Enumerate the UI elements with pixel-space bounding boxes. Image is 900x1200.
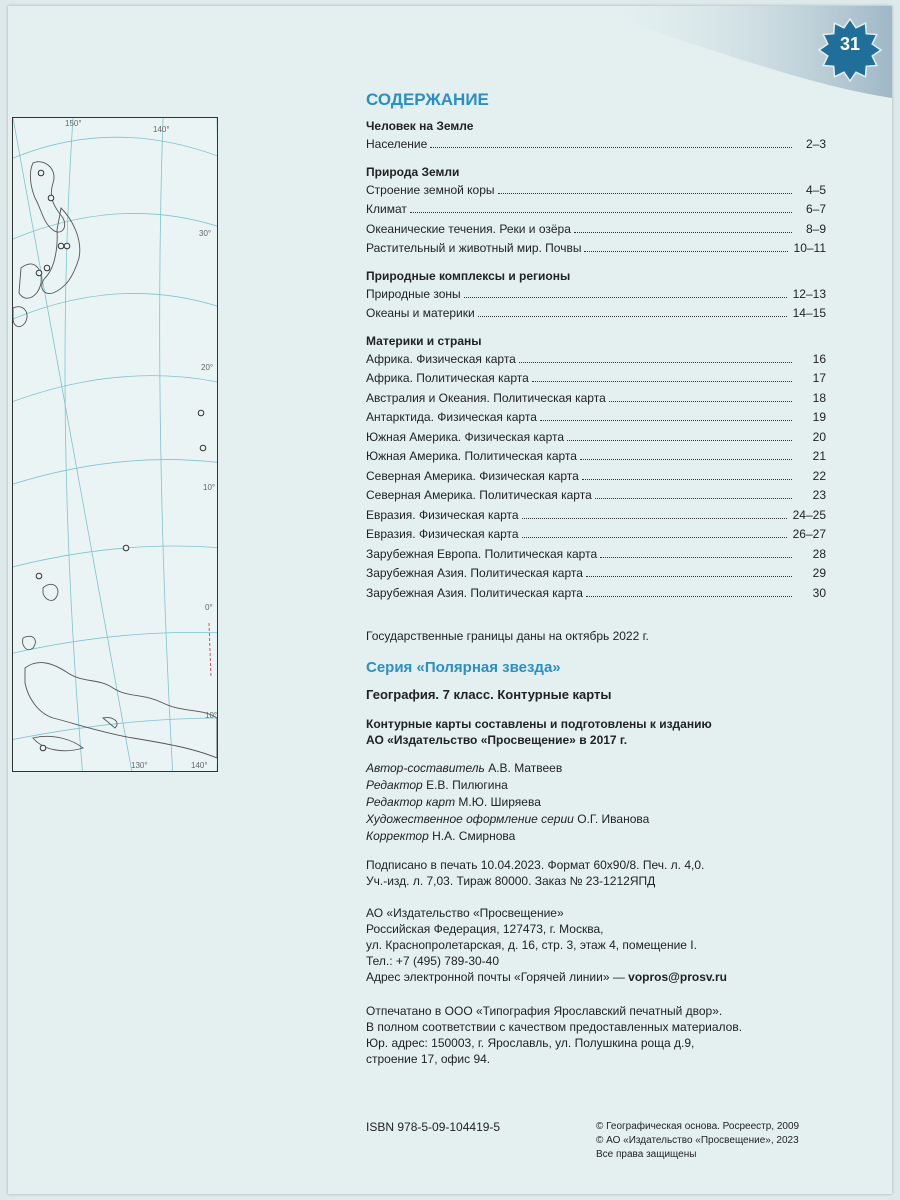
toc-entry-pages: 4–5 — [805, 182, 826, 197]
page-content — [366, 90, 826, 1067]
map-label: 10° — [203, 483, 216, 492]
toc-entry-title: Растительный и животный мир. Почвы — [366, 241, 582, 255]
toc-section-heading: Человек на Земле — [366, 119, 474, 133]
publisher-line: ул. Краснопролетарская, д. 16, стр. 3, этаж 4, помещение I. — [366, 938, 697, 952]
map-label: 140° — [191, 761, 208, 770]
prepared-line: Контурные карты составлены и подготовлены к изданию — [366, 717, 712, 731]
printer-line: строение 17, офис 94. — [366, 1052, 491, 1066]
credit-name: М.Ю. Ширяева — [458, 795, 541, 809]
toc-entry-title: Южная Америка. Физическая карта — [366, 429, 565, 444]
toc-section-heading: Природные комплексы и регионы — [366, 268, 571, 283]
toc-entry-title: Африка. Физическая карта — [366, 351, 516, 366]
copyright — [596, 1120, 799, 1162]
copyright-line: Все права защищены — [596, 1149, 697, 1160]
email-line — [366, 969, 826, 985]
table-of-contents — [366, 119, 826, 605]
borders-note: Государственные границы даны на октябрь 2022 г. — [366, 629, 649, 643]
toc-entry-title: Природные зоны — [366, 286, 461, 301]
toc-entry[interactable] — [366, 352, 826, 372]
toc-leader-dots — [532, 381, 792, 382]
prepared-line: АО «Издательство «Просвещение» в 2017 г. — [366, 733, 628, 747]
toc-entry-pages: 20 — [812, 429, 826, 444]
map-label: 10° — [205, 711, 217, 720]
publisher-line: Российская Федерация, 127473, г. Москва, — [366, 922, 604, 936]
printer-info — [366, 1003, 826, 1067]
publisher-info — [366, 905, 826, 985]
toc-entry[interactable] — [366, 410, 826, 430]
toc-leader-dots — [580, 459, 792, 460]
isbn: ISBN 978-5-09-104419-5 — [366, 1120, 501, 1134]
toc-leader-dots — [586, 596, 792, 597]
toc-entry[interactable] — [366, 287, 826, 307]
toc-entry-title: Евразия. Физическая карта — [366, 527, 519, 541]
page-number: 31 — [839, 34, 861, 54]
toc-entry-pages: 18 — [812, 390, 826, 405]
map-label: 130° — [131, 761, 148, 770]
toc-leader-dots — [410, 212, 792, 213]
toc-entry-pages: 22 — [812, 468, 826, 483]
toc-leader-dots — [600, 557, 792, 558]
toc-entry[interactable] — [366, 241, 826, 261]
series-title: Серия «Полярная звезда» — [366, 659, 561, 676]
toc-entry-title: Евразия. Физическая карта — [366, 507, 519, 522]
toc-title: СОДЕРЖАНИЕ — [366, 90, 489, 109]
credit-name: О.Г. Иванова — [577, 812, 650, 826]
credit-role: Редактор карт — [366, 795, 456, 809]
toc-entry-title: Зарубежная Европа. Политическая карта — [366, 546, 598, 561]
toc-leader-dots — [609, 401, 792, 402]
toc-leader-dots — [519, 362, 792, 363]
toc-leader-dots — [586, 576, 792, 577]
toc-entry-pages: 16 — [812, 351, 826, 366]
toc-entry[interactable] — [366, 547, 826, 567]
map-label: 150° — [65, 119, 82, 128]
toc-entry[interactable] — [366, 183, 826, 203]
map-label: 20° — [201, 363, 214, 372]
toc-entry-pages: 21 — [812, 449, 826, 463]
contour-map — [12, 117, 218, 772]
credit-line — [366, 811, 826, 828]
toc-entry[interactable] — [366, 306, 826, 326]
toc-entry-pages: 23 — [812, 488, 826, 502]
printer-line: Отпечатано в ООО «Типография Ярославский печатный двор». — [366, 1004, 723, 1018]
publisher-line: Тел.: +7 (495) 789-30-40 — [366, 954, 500, 968]
toc-leader-dots — [574, 232, 792, 233]
credit-role: Автор-составитель — [366, 761, 485, 775]
credits — [366, 760, 826, 845]
credit-name: Н.А. Смирнова — [432, 829, 516, 843]
email-link[interactable]: vopros@prosv.ru — [628, 970, 727, 984]
toc-entry-pages: 6–7 — [805, 202, 826, 216]
credit-role: Редактор — [366, 778, 423, 792]
toc-entry-pages: 29 — [812, 566, 826, 580]
credit-role: Корректор — [366, 829, 429, 843]
credit-line — [366, 760, 826, 777]
toc-entry-title: Зарубежная Азия. Политическая карта — [366, 566, 583, 580]
toc-entry[interactable] — [366, 488, 826, 508]
toc-entry-title: Южная Америка. Политическая карта — [366, 449, 577, 463]
toc-entry[interactable] — [366, 586, 826, 606]
toc-leader-dots — [540, 420, 792, 421]
publisher-line: АО «Издательство «Просвещение» — [366, 906, 564, 920]
toc-entry-title: Африка. Политическая карта — [366, 371, 529, 385]
toc-entry-title: Океаны и материки — [366, 306, 475, 320]
toc-entry-pages: 8–9 — [805, 221, 826, 236]
prepared-note — [366, 716, 826, 748]
toc-entry-pages: 10–11 — [793, 241, 826, 255]
toc-entry-title: Антарктида. Физическая карта — [366, 410, 537, 424]
toc-entry-pages: 24–25 — [792, 507, 826, 522]
toc-entry[interactable] — [366, 449, 826, 469]
toc-entry[interactable] — [366, 202, 826, 222]
toc-entry[interactable] — [366, 566, 826, 586]
map-label: 0° — [205, 603, 213, 612]
credit-line — [366, 777, 826, 794]
toc-leader-dots — [567, 440, 792, 441]
toc-entry[interactable] — [366, 508, 826, 528]
toc-leader-dots — [498, 193, 792, 194]
print-line: Подписано в печать 10.04.2023. Формат 60x90/8. Печ. л. 4,0. — [366, 858, 705, 872]
toc-section-heading: Природа Земли — [366, 164, 460, 179]
email-label: Адрес электронной почты «Горячей линии» — — [366, 970, 629, 984]
map-label: 30° — [199, 229, 212, 238]
toc-entry-title: Северная Америка. Физическая карта — [366, 468, 579, 483]
toc-entry-title: Климат — [366, 202, 407, 216]
toc-entry[interactable] — [366, 527, 826, 547]
toc-leader-dots — [595, 498, 792, 499]
credit-name: Е.В. Пилюгина — [426, 778, 508, 792]
toc-entry-pages: 30 — [812, 585, 826, 600]
toc-entry-title: Северная Америка. Политическая карта — [366, 488, 592, 502]
toc-entry-pages: 26–27 — [792, 527, 826, 541]
map-graticule — [13, 118, 217, 771]
toc-leader-dots — [582, 479, 792, 480]
toc-entry-title: Зарубежная Азия. Политическая карта — [366, 585, 583, 600]
printer-line: Юр. адрес: 150003, г. Ярославль, ул. Полушкина роща д.9, — [366, 1036, 695, 1050]
map-label: 140° — [153, 125, 170, 134]
toc-entry[interactable] — [366, 371, 826, 391]
toc-leader-dots — [584, 251, 787, 252]
toc-entry-pages: 28 — [812, 546, 826, 561]
book-title: География. 7 класс. Контурные карты — [366, 687, 612, 702]
toc-entry-pages: 14–15 — [792, 306, 826, 320]
credit-line — [366, 828, 826, 845]
toc-leader-dots — [478, 316, 787, 317]
toc-entry-title: Строение земной коры — [366, 182, 495, 197]
toc-entry[interactable] — [366, 469, 826, 489]
toc-entry-title: Население — [366, 137, 428, 151]
toc-leader-dots — [430, 147, 792, 148]
print-line: Уч.-изд. л. 7,03. Тираж 80000. Заказ № 23-1212ЯПД — [366, 874, 656, 888]
toc-entry-pages: 19 — [812, 410, 826, 424]
toc-entry-title: Океанические течения. Реки и озёра — [366, 221, 571, 236]
toc-entry-pages: 12–13 — [792, 286, 826, 301]
toc-entry[interactable] — [366, 222, 826, 242]
toc-entry[interactable] — [366, 391, 826, 411]
toc-entry-title: Австралия и Океания. Политическая карта — [366, 390, 606, 405]
credit-role: Художественное оформление серии — [366, 812, 574, 826]
printer-line: В полном соответствии с качеством предоставленных материалов. — [366, 1020, 743, 1034]
copyright-line: © Географическая основа. Росреестр, 2009 — [596, 1121, 800, 1132]
toc-entry[interactable] — [366, 430, 826, 450]
credit-name: А.В. Матвеев — [488, 761, 563, 775]
toc-section-heading: Материки и страны — [366, 333, 482, 348]
toc-leader-dots — [464, 297, 787, 298]
credit-line — [366, 794, 826, 811]
print-info — [366, 857, 826, 889]
toc-leader-dots — [522, 537, 787, 538]
toc-entry-pages: 17 — [812, 371, 826, 385]
toc-leader-dots — [522, 518, 787, 519]
toc-entry[interactable] — [366, 137, 826, 157]
toc-entry-pages: 2–3 — [805, 137, 826, 151]
copyright-line: © АО «Издательство «Просвещение», 2023 — [596, 1135, 799, 1146]
